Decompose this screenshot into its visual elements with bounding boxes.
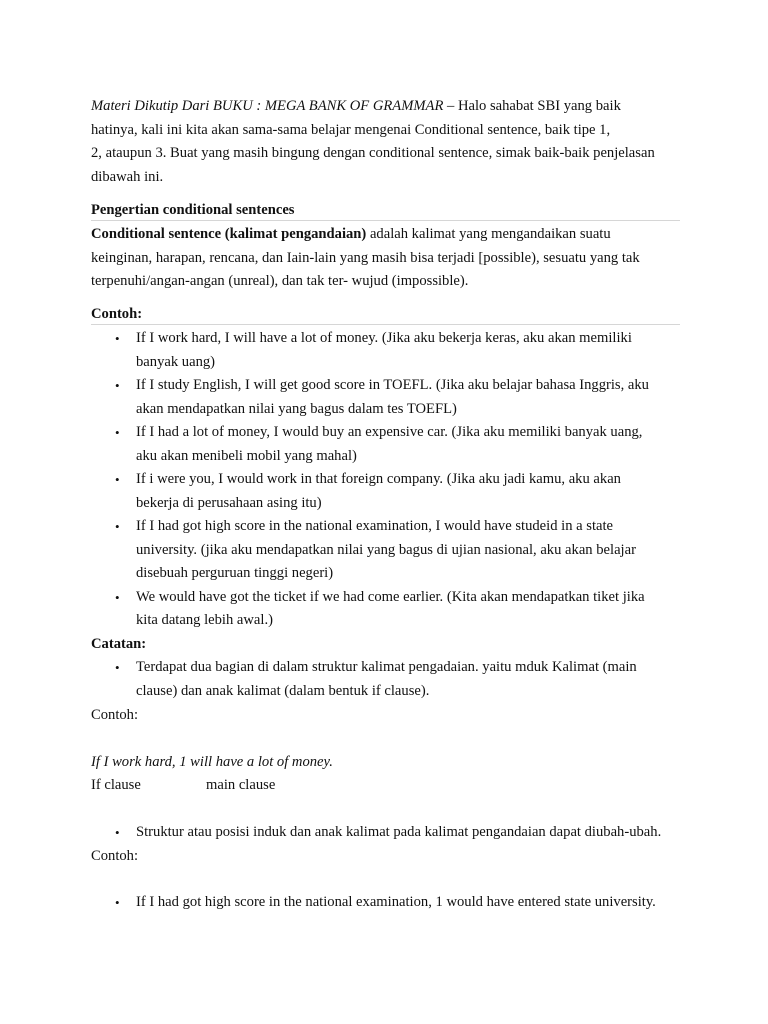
intro-dash: – xyxy=(443,98,458,114)
if-clause-label: If clause xyxy=(91,777,141,793)
list-item-line: • If I had got high score in the national examination, I would have studeid in a state xyxy=(136,518,614,534)
notes-list-2 xyxy=(91,821,691,845)
list-item-line: banyak uang) xyxy=(136,353,216,370)
list-item-line: university. (jika aku mendapatkan nilai yang bagus di ujian nasional, aku akan belajar xyxy=(136,541,636,558)
examples-heading: Contoh: xyxy=(91,306,143,322)
intro-line-3: 2, ataupun 3. Buat yang masih bingung dengan conditional sentence, simak baik-baik penjelasan xyxy=(91,145,655,161)
list-item-line: disebuah perguruan tinggi negeri) xyxy=(136,565,334,581)
examples-divider xyxy=(91,324,680,325)
list-item-line: • If I had got high score in the national examination, 1 would have entered state university. xyxy=(136,894,656,910)
notes-heading: Catatan: xyxy=(91,636,147,652)
intro-line-1-text: Halo sahabat SBI yang baik xyxy=(457,98,621,114)
notes-contoh-label-2: Contoh: xyxy=(91,848,139,864)
list-item-line: aku akan menibeli mobil yang mahal) xyxy=(136,447,357,464)
list-item xyxy=(91,891,691,915)
example-sentence: If I work hard, 1 will have a lot of money. xyxy=(91,754,333,770)
list-item xyxy=(91,327,691,374)
source-reference: Materi Dikutip Dari BUKU : MEGA BANK OF GRAMMAR xyxy=(91,98,444,114)
list-item-line: bekerja di perusahaan asing itu) xyxy=(136,494,322,511)
list-item xyxy=(91,586,691,633)
definition-line-2: keinginan, harapan, rencana, dan Iain-lain yang masih bisa terjadi [possible), sesuatu yang tak xyxy=(91,249,640,266)
definition-text: adalah kalimat yang mengandaikan suatu xyxy=(366,226,611,242)
intro-paragraph xyxy=(91,95,691,189)
list-item xyxy=(91,656,691,703)
intro-line-4: dibawah ini. xyxy=(91,168,164,185)
list-item xyxy=(91,468,691,515)
examples-list xyxy=(91,327,691,633)
definition-term: Conditional sentence (kalimat pengandaian) xyxy=(91,226,367,242)
definition-paragraph xyxy=(91,223,691,294)
list-item-line: • If I study English, I will get good score in TOEFL. (Jika aku belajar bahasa Inggris, aku xyxy=(136,377,649,393)
list-item-line: • If I had a lot of money, I would buy an expensive car. (Jika aku memiliki banyak uang, xyxy=(136,424,643,440)
notes-list-3 xyxy=(91,891,691,915)
definition-line-3: terpenuhi/angan-angan (unreal), dan tak ter- wujud (impossible). xyxy=(91,273,469,289)
list-item-line: • Struktur atau posisi induk dan anak kalimat pada kalimat pengandaian dapat diubah-ubah. xyxy=(136,824,662,840)
main-clause-label: main clause xyxy=(206,777,276,793)
list-item-line: kita datang lebih awal.) xyxy=(136,612,273,628)
intro-line-1 xyxy=(91,95,691,119)
list-item-line: • Terdapat dua bagian di dalam struktur kalimat pengadaian. yaitu mduk Kalimat (main xyxy=(136,659,637,675)
notes-list-1 xyxy=(91,656,691,703)
list-item xyxy=(91,821,691,845)
definition-line-1 xyxy=(91,223,691,247)
heading-divider xyxy=(91,220,680,221)
notes-contoh-label-1: Contoh: xyxy=(91,707,139,723)
list-item xyxy=(91,421,691,468)
clause-labels-row xyxy=(91,774,275,798)
section-heading-pengertian: Pengertian conditional sentences xyxy=(91,202,295,218)
list-item-line: clause) dan anak kalimat (dalam bentuk if clause). xyxy=(136,682,430,699)
list-item xyxy=(91,374,691,421)
intro-line-2: hatinya, kali ini kita akan sama-sama belajar mengenai Conditional sentence, baik tipe 1, xyxy=(91,121,611,138)
list-item xyxy=(91,515,691,586)
list-item-line: • If I work hard, I will have a lot of money. (Jika aku bekerja keras, aku akan memiliki xyxy=(136,330,632,346)
list-item-line: akan mendapatkan nilai yang bagus dalam tes TOEFL) xyxy=(136,400,457,417)
list-item-line: • If i were you, I would work in that foreign company. (Jika aku jadi kamu, aku akan xyxy=(136,471,621,487)
list-item-line: • We would have got the ticket if we had come earlier. (Kita akan mendapatkan tiket jika xyxy=(136,588,645,605)
